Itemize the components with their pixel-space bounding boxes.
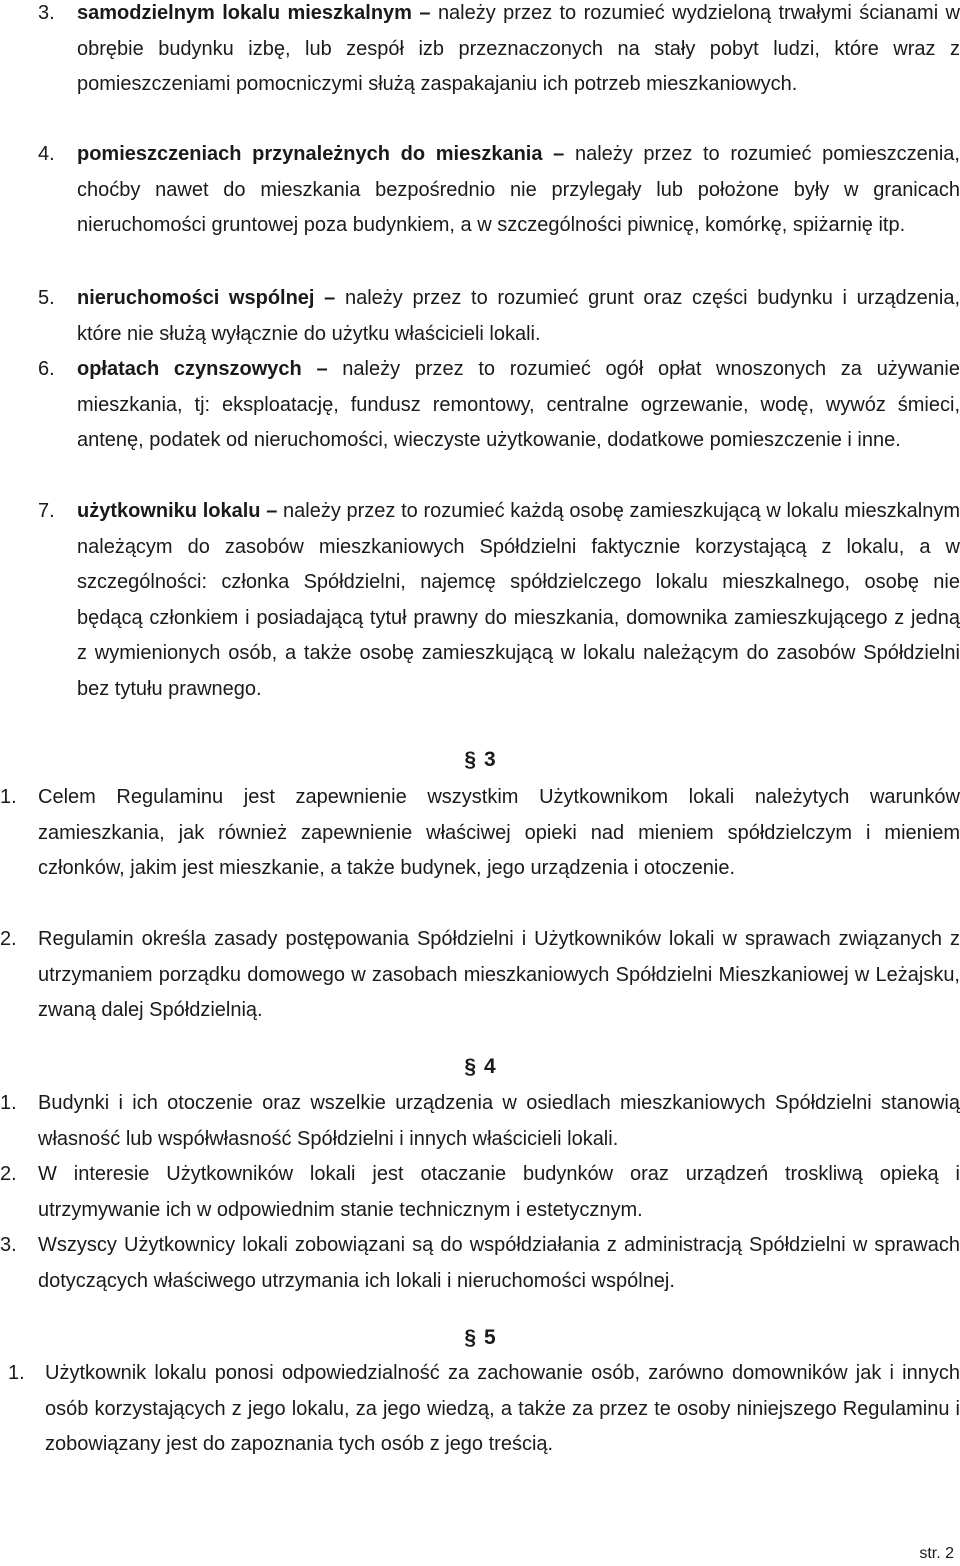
section-heading [0, 1323, 960, 1353]
defined-term: użytkowniku lokalu [77, 500, 261, 522]
term-dash: – [316, 358, 328, 380]
defined-term: pomieszczeniach przynależnych do mieszkania [77, 143, 543, 165]
item-text [77, 352, 960, 459]
item-text: Celem Regulaminu jest zapewnienie wszystkim Użytkownikom lokali należytych warunków zamieszkania, jak również zapewnienie właściwej opieki nad mieniem spółdzielczym i mieniem członków, jakim jest mieszkanie, a także budynek, jego urządzenia i otoczenie. [38, 786, 960, 880]
term-dash: – [266, 500, 278, 522]
item-text: Użytkownik lokalu ponosi odpowiedzialność za zachowanie osób, zarówno domowników jak i innych osób korzystających z jego lokalu, za jego wiedzą, a także za przez te osoby niniejszego Regulaminu i zobowiązany jest do zapoznania tych osób z jego treścią. [45, 1362, 960, 1456]
item-text [77, 137, 960, 244]
item-text [77, 281, 960, 352]
item-number: 6. [38, 358, 55, 380]
defined-term: nieruchomości wspólnej [77, 287, 315, 309]
term-dash: – [553, 143, 565, 165]
item-number: 1. [0, 1092, 17, 1114]
defined-term: samodzielnym lokalu mieszkalnym [77, 2, 412, 24]
term-dash: – [419, 2, 431, 24]
item-number: 5. [38, 287, 55, 309]
item-text: W interesie Użytkowników lokali jest otaczanie budynków oraz urządzeń troskliwą opieką i utrzymywanie ich w odpowiednim stanie technicznym i estetycznym. [38, 1163, 960, 1221]
item-number: 3. [0, 1234, 17, 1256]
definition-text: należy przez to rozumieć wydzieloną trwałymi ścianami w obrębie budynku izbę, lub zespół izb przeznaczonych na stały pobyt ludzi, które wraz z pomieszczeniami pomocniczymi służą zaspakajaniu ich potrzeb mieszkaniowych. [77, 2, 960, 96]
item-text [77, 494, 960, 708]
definition-text: należy przez to rozumieć każdą osobę zamieszkującą w lokalu mieszkalnym należącym do zasobów mieszkaniowych Spółdzielni faktycznie korzystającą z lokalu, a w szczególności: członka Spółdzielni, najemcę spółdzielczego lokalu mieszkalnego, osobę nie będącą członkiem i posiadającą tytuł prawny do mieszkania, domownika zamieszkującego z jedną z wymienionych osób, a także osobę zamieszkującą w lokalu należącym do zasobów Spółdzielni bez tytułu prawnego. [77, 500, 960, 700]
item-text: Budynki i ich otoczenie oraz wszelkie urządzenia w osiedlach mieszkaniowych Spółdzielni stanowią własność lub współwłasność Spółdzielni i innych właścicieli lokali. [38, 1092, 960, 1150]
item-text: Regulamin określa zasady postępowania Spółdzielni i Użytkowników lokali w sprawach związanych z utrzymaniem porządku domowego w zasobach mieszkaniowych Spółdzielni Mieszkaniowej w Leżajsku, zwaną dalej Spółdzielnią. [38, 928, 960, 1022]
item-text [77, 0, 960, 103]
section-number: 4 [484, 1055, 496, 1078]
item-number: 1. [0, 786, 17, 808]
item-number: 4. [38, 143, 55, 165]
term-dash: – [324, 287, 336, 309]
definition-text: należy przez to rozumieć ogół opłat wnoszonych za używanie mieszkania, tj: eksploatację, fundusz remontowy, centralne ogrzewanie, wodę, wywóz śmieci, antenę, podatek od nieruchomości, wieczyste użytkowanie, dodatkowe pomieszczenie i inne. [77, 358, 960, 452]
item-number: 3. [38, 2, 55, 24]
paragraph-sign: § [464, 748, 476, 771]
item-number: 7. [38, 500, 55, 522]
section-number: 3 [484, 748, 496, 771]
section-heading [0, 745, 960, 775]
definition-text: należy przez to rozumieć pomieszczenia, choćby nawet do mieszkania bezpośrednio nie przylegały lub położone były w granicach nieruchomości gruntowej poza budynkiem, a w szczególności piwnicę, komórkę, spiżarnię itp. [77, 143, 960, 237]
definition-text: należy przez to rozumieć grunt oraz części budynku i urządzenia, które nie służą wyłącznie do użytku właścicieli lokali. [77, 287, 960, 345]
page-number: str. 2 [919, 1545, 954, 1562]
item-number: 1. [8, 1362, 25, 1384]
paragraph-sign: § [464, 1326, 476, 1349]
defined-term: opłatach czynszowych [77, 358, 302, 380]
section-number: 5 [484, 1326, 496, 1349]
paragraph-sign: § [464, 1055, 476, 1078]
item-number: 2. [0, 1163, 17, 1185]
section-heading [0, 1052, 960, 1082]
item-number: 2. [0, 928, 17, 950]
item-text: Wszyscy Użytkownicy lokali zobowiązani są do współdziałania z administracją Spółdzielni w sprawach dotyczących właściwego utrzymania ich lokali i nieruchomości wspólnej. [38, 1234, 960, 1292]
